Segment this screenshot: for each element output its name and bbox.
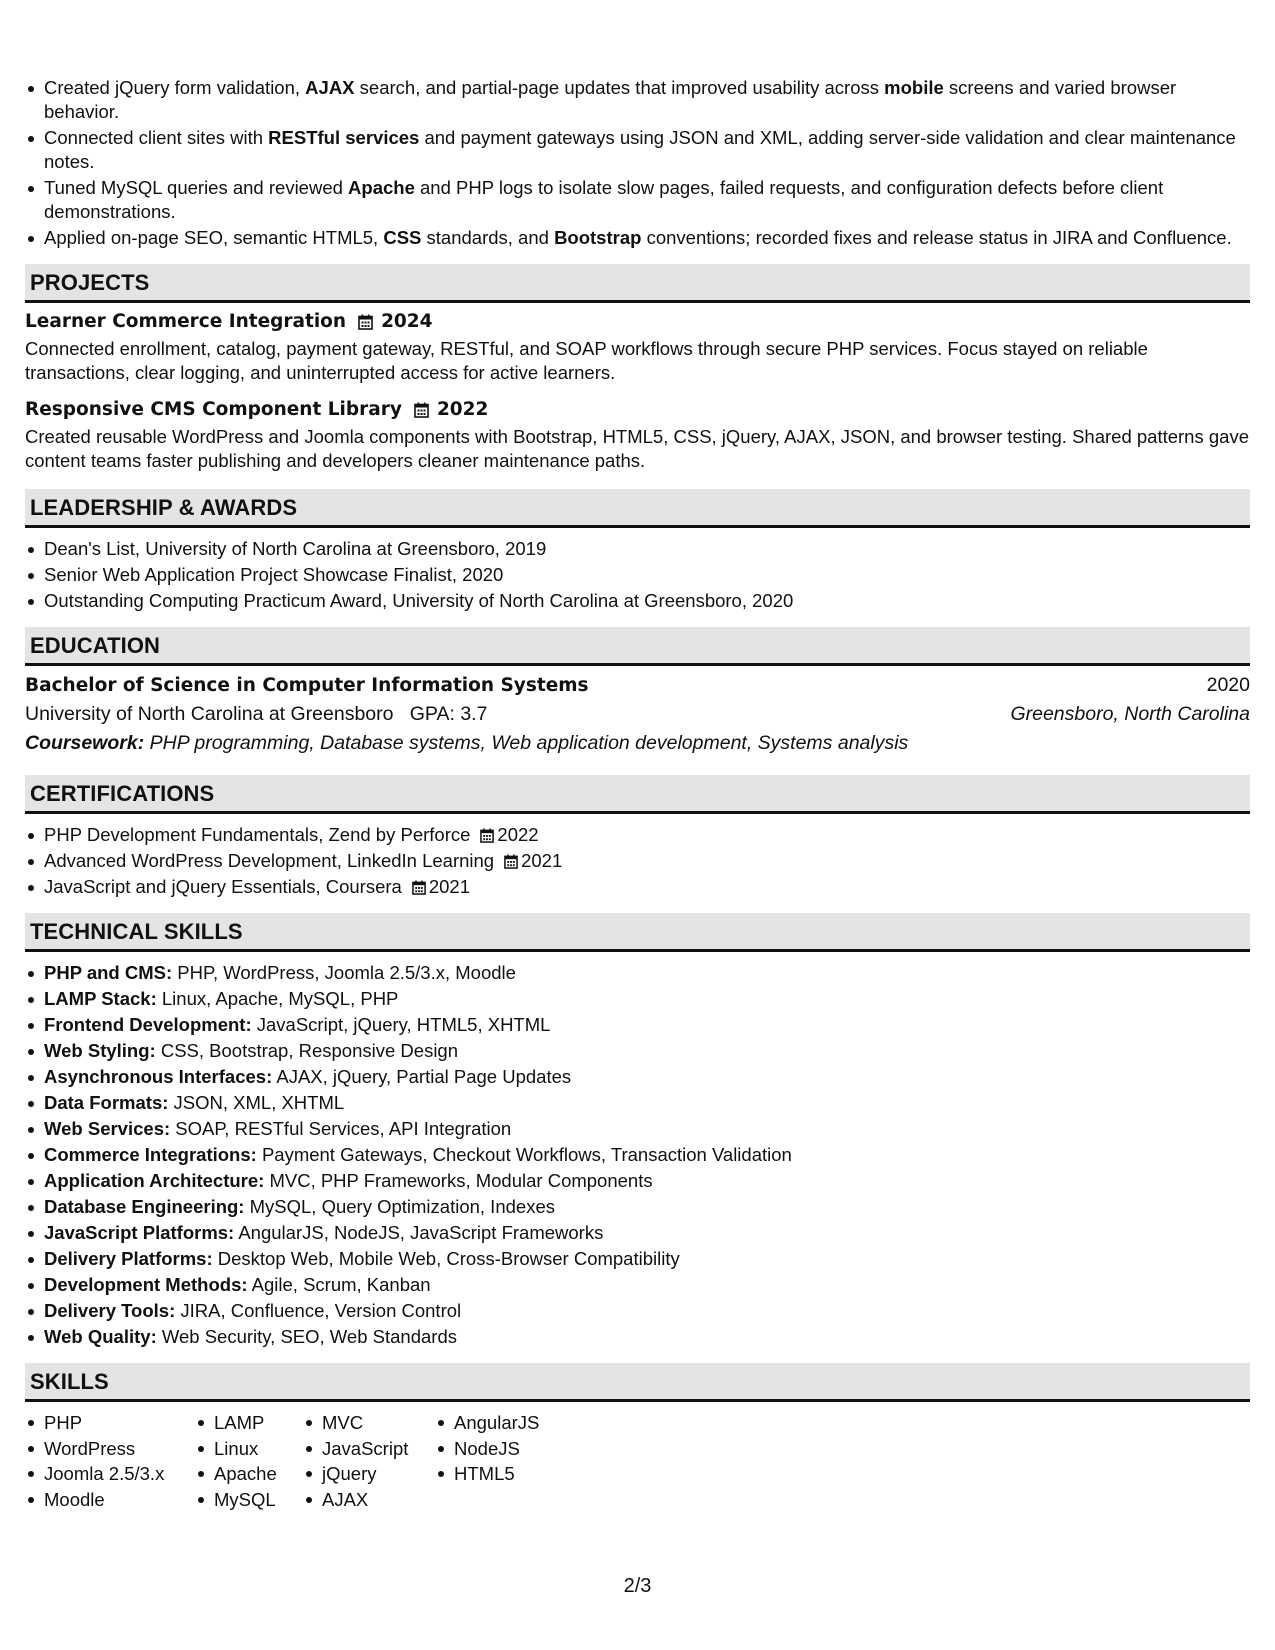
section-heading-projects: PROJECTS bbox=[25, 264, 1250, 303]
coursework: PHP programming, Database systems, Web application development, Systems analysis bbox=[149, 732, 909, 754]
coursework-label: Coursework: bbox=[25, 732, 145, 754]
gpa: GPA: 3.7 bbox=[409, 703, 488, 725]
list-item bbox=[25, 849, 1250, 873]
list-item: JavaScript Platforms: AngularJS, NodeJS, JavaScript Frameworks bbox=[25, 1221, 1250, 1245]
list-item: LAMP bbox=[195, 1410, 303, 1436]
technical-skills-list bbox=[25, 961, 1250, 1349]
project-year: 2024 bbox=[381, 311, 433, 332]
list-item: Web Quality: Web Security, SEO, Web Standards bbox=[25, 1325, 1250, 1349]
experience-bullets bbox=[25, 76, 1250, 250]
list-item: Senior Web Application Project Showcase Finalist, 2020 bbox=[25, 563, 1250, 587]
calendar-icon bbox=[412, 880, 426, 895]
project-year: 2022 bbox=[436, 399, 489, 420]
list-item bbox=[25, 875, 1250, 899]
certification-name: PHP Development Fundamentals, Zend by Perforce bbox=[44, 824, 471, 845]
calendar-icon bbox=[480, 828, 494, 843]
list-item: Application Architecture: MVC, PHP Frameworks, Modular Components bbox=[25, 1169, 1250, 1193]
page-number: 2/3 bbox=[623, 1575, 652, 1597]
list-item: Dean's List, University of North Carolina at Greensboro, 2019 bbox=[25, 537, 1250, 561]
school-name: University of North Carolina at Greensboro bbox=[25, 703, 394, 725]
certification-year: 2021 bbox=[428, 876, 470, 897]
section-heading-education: EDUCATION bbox=[25, 627, 1250, 666]
list-item: Data Formats: JSON, XML, XHTML bbox=[25, 1091, 1250, 1115]
projects-section bbox=[25, 309, 1250, 473]
list-item: Development Methods: Agile, Scrum, Kanban bbox=[25, 1273, 1250, 1297]
list-item: Web Services: SOAP, RESTful Services, API Integration bbox=[25, 1117, 1250, 1141]
list-item: Delivery Platforms: Desktop Web, Mobile Web, Cross-Browser Compatibility bbox=[25, 1247, 1250, 1271]
degree: Bachelor of Science in Computer Information Systems bbox=[25, 675, 589, 696]
skills-column bbox=[25, 1410, 195, 1512]
calendar-icon bbox=[504, 854, 518, 869]
certifications-list bbox=[25, 823, 1250, 899]
project-description: Created reusable WordPress and Joomla components with Bootstrap, HTML5, CSS, jQuery, AJAX, JSON, and browser testing. Shared patterns gave content teams faster publishing and developers cleaner maintenance paths. bbox=[25, 426, 1249, 471]
skills-column bbox=[303, 1410, 435, 1512]
list-item: Apache bbox=[195, 1461, 303, 1487]
section-heading-leadership: LEADERSHIP & AWARDS bbox=[25, 489, 1250, 528]
list-item: Asynchronous Interfaces: AJAX, jQuery, Partial Page Updates bbox=[25, 1065, 1250, 1089]
certification-name: Advanced WordPress Development, LinkedIn Learning bbox=[44, 850, 495, 871]
list-item: Applied on-page SEO, semantic HTML5, CSS standards, and Bootstrap conventions; recorded fixes and release status in JIRA and Confluence. bbox=[25, 226, 1250, 250]
list-item: Connected client sites with RESTful services and payment gateways using JSON and XML, adding server-side validation and clear maintenance notes. bbox=[25, 126, 1250, 174]
school-location: Greensboro, North Carolina bbox=[1010, 703, 1250, 725]
list-item: PHP and CMS: PHP, WordPress, Joomla 2.5/3.x, Moodle bbox=[25, 961, 1250, 985]
list-item: HTML5 bbox=[435, 1461, 575, 1487]
list-item: Delivery Tools: JIRA, Confluence, Version Control bbox=[25, 1299, 1250, 1323]
list-item: Created jQuery form validation, AJAX search, and partial-page updates that improved usability across mobile screens and varied browser behavior. bbox=[25, 76, 1250, 124]
list-item: Tuned MySQL queries and reviewed Apache and PHP logs to isolate slow pages, failed requests, and configuration defects before client demonstrations. bbox=[25, 176, 1250, 224]
list-item: jQuery bbox=[303, 1461, 435, 1487]
list-item: Database Engineering: MySQL, Query Optimization, Indexes bbox=[25, 1195, 1250, 1219]
certification-name: JavaScript and jQuery Essentials, Coursera bbox=[44, 876, 402, 897]
list-item: PHP bbox=[25, 1410, 195, 1436]
list-item: AJAX bbox=[303, 1487, 435, 1513]
skills-column bbox=[195, 1410, 303, 1512]
project-title: Learner Commerce Integration bbox=[25, 311, 347, 332]
list-item: Outstanding Computing Practicum Award, University of North Carolina at Greensboro, 2020 bbox=[25, 589, 1250, 613]
project-item bbox=[25, 309, 1250, 385]
list-item: JavaScript bbox=[303, 1436, 435, 1462]
project-description: Connected enrollment, catalog, payment gateway, RESTful, and SOAP workflows through secure PHP services. Focus stayed on reliable transactions, clear logging, and uninterrupted access for active learners. bbox=[25, 338, 1148, 383]
project-title: Responsive CMS Component Library bbox=[25, 399, 402, 420]
section-heading-certifications: CERTIFICATIONS bbox=[25, 775, 1250, 814]
list-item: Frontend Development: JavaScript, jQuery, HTML5, XHTML bbox=[25, 1013, 1250, 1037]
list-item: MVC bbox=[303, 1410, 435, 1436]
calendar-icon bbox=[414, 402, 429, 418]
education-section bbox=[25, 671, 1250, 758]
calendar-icon bbox=[358, 314, 373, 330]
list-item: Commerce Integrations: Payment Gateways, Checkout Workflows, Transaction Validation bbox=[25, 1143, 1250, 1167]
list-item: Moodle bbox=[25, 1487, 195, 1513]
list-item: Web Styling: CSS, Bootstrap, Responsive Design bbox=[25, 1039, 1250, 1063]
section-heading-skills: SKILLS bbox=[25, 1363, 1250, 1402]
certification-year: 2022 bbox=[497, 824, 539, 845]
skills-grid bbox=[25, 1410, 1250, 1512]
graduation-year: 2020 bbox=[1206, 674, 1250, 696]
list-item: MySQL bbox=[195, 1487, 303, 1513]
list-item: LAMP Stack: Linux, Apache, MySQL, PHP bbox=[25, 987, 1250, 1011]
list-item: AngularJS bbox=[435, 1410, 575, 1436]
certification-year: 2021 bbox=[521, 850, 563, 871]
leadership-list bbox=[25, 537, 1250, 613]
section-heading-technical-skills: TECHNICAL SKILLS bbox=[25, 913, 1250, 952]
list-item: NodeJS bbox=[435, 1436, 575, 1462]
list-item: Joomla 2.5/3.x bbox=[25, 1461, 195, 1487]
list-item: WordPress bbox=[25, 1436, 195, 1462]
list-item: Linux bbox=[195, 1436, 303, 1462]
skills-column bbox=[435, 1410, 575, 1512]
project-item bbox=[25, 397, 1250, 473]
resume-page bbox=[25, 76, 1250, 1512]
list-item bbox=[25, 823, 1250, 847]
